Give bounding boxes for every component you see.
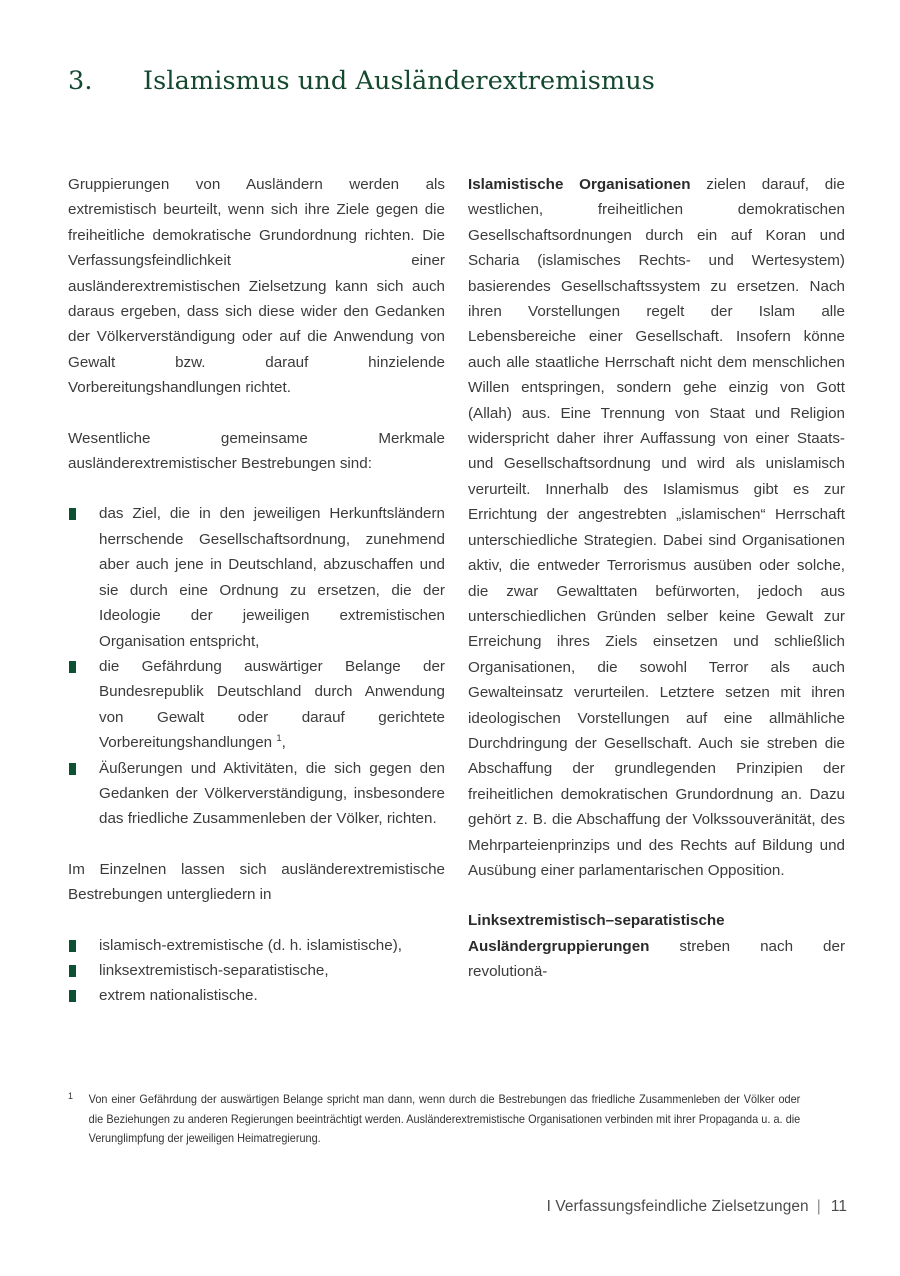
square-bullet-icon xyxy=(69,940,76,952)
list-item-trailing-punctuation: , xyxy=(281,734,286,752)
paragraph-left-extremist-separatist xyxy=(468,908,845,984)
list-item-text: Äußerungen und Aktivitäten, die sich gegen den Gedanken der Völkerverständigung, insbesondere das friedliche Zusammenleben der Völker, richten. xyxy=(99,759,445,828)
page-footer xyxy=(547,1196,847,1218)
square-bullet-icon xyxy=(69,763,76,775)
list-item xyxy=(68,983,445,1008)
page-title xyxy=(68,66,848,96)
footnote-block xyxy=(68,1090,800,1149)
footer-section-label: I Verfassungsfeindliche Zielsetzungen xyxy=(546,1198,809,1215)
list-item-text: extrem nationalistische. xyxy=(99,987,258,1005)
paragraph-common-features-lead: Wesentliche gemeinsame Merkmale ausländerextremistischer Bestrebungen sind: xyxy=(68,429,445,473)
categories-bullet-list xyxy=(68,933,445,1009)
page-number: 11 xyxy=(830,1198,847,1215)
right-text-column xyxy=(468,172,845,985)
square-bullet-icon xyxy=(69,508,76,520)
list-item xyxy=(68,958,445,983)
footnote-reference-marker[interactable]: 1 xyxy=(276,733,282,745)
paragraph-lead-in-bold: Islamistische Organisationen xyxy=(468,176,691,193)
footer-separator: | xyxy=(816,1198,821,1215)
list-item xyxy=(68,933,445,958)
list-item-text: linksextremistisch-separatistische, xyxy=(99,961,329,979)
square-bullet-icon xyxy=(69,965,76,977)
paragraph-lead-in-bold: Linksextremistisch–separatistische Ausländergruppierungen xyxy=(468,912,725,955)
list-item-text: das Ziel, die in den jeweiligen Herkunftsländern herrschende Gesellschaftsordnung, zunehmend aber auch jene in Deutschland, abzuschaffen und sie durch eine Ordnung zu ersetzen, die der Ideologie der jeweiligen extremistischen Organisation entspricht, xyxy=(99,505,445,650)
square-bullet-icon xyxy=(69,661,76,673)
footnote-number: 1 xyxy=(68,1091,73,1102)
square-bullet-icon xyxy=(69,990,76,1002)
list-item-text: die Gefährdung auswärtiger Belange der Bundesrepublik Deutschland durch Anwendung von Gewalt oder darauf gerichtete Vorbereitungshandlungen xyxy=(99,657,445,752)
paragraph-intro: Gruppierungen von Ausländern werden als extremistisch beurteilt, wenn sich ihre Ziele gegen die freiheitliche demokratische Grundordnung richten. Die Verfassungsfeindlichkeit einer ausländerextremistischen Zielsetzung kann sich auch daraus ergeben, dass sich diese wider den Gedanken der Völkerverständigung oder auf die Anwendung von Gewalt bzw. darauf hinzielende Vorbereitungshandlungen richtet. xyxy=(68,176,445,397)
footnote-text: Von einer Gefährdung der auswärtigen Belange spricht man dann, wenn durch die Bestrebungen das friedliche Zusammenleben der Völker oder die Beziehungen zu anderen Regierungen beeinträchtigt werden. Ausländerextremistische Organisationen verbinden mit ihrer Propaganda u. a. die Verunglimpfung der jeweiligen Heimatregierung. xyxy=(88,1093,801,1145)
paragraph-subdivision-lead: Im Einzelnen lassen sich ausländerextremistische Bestrebungen untergliedern in xyxy=(68,860,445,904)
paragraph-body-text: streben nach der revolutionä- xyxy=(468,937,845,981)
list-item xyxy=(68,501,445,653)
paragraph-islamistic-organisations xyxy=(468,172,845,883)
paragraph-body-text: zielen darauf, die westlichen, freiheitlichen demokratischen Gesellschaftsordnungen durch ein auf Koran und Scharia (islamisches Rechts- und Wertesystem) basierendes Gesellschaftssystem zu ersetzen. Nach ihren Vorstellungen regelt der Islam alle Lebensbereiche einer Gesellschaft. Insofern könne auch alle staatliche Herrschaft nicht dem menschlichen Willen entspringen, sondern gehe einzig von Gott (Allah) aus. Eine Trennung von Staat und Religion widerspricht daher ihrer Auffassung von einer Staats- und Gesellschaftsordnung und wird als unislamisch verurteilt. Innerhalb des Islamismus gibt es zur Errichtung der angestrebten „islamischen“ Herrschaft unterschiedliche Strategien. Dabei sind Organisationen aktiv, die entweder Terrorismus ausüben oder solche, die zwar Gewalttaten befürworten, jedoch aus unterschiedlichen Gründen selber keine Gewalt zur Erreichung ihres Ziels einsetzen und schließlich Organisationen, die sowohl Terror als auch Gewalteinsatz verurteilen. Letztere setzen mit ihren ideologischen Vorstellungen auf eine allmähliche Durchdringung der Gesellschaft. Auch sie streben die Abschaffung der grundlegenden Prinzipien der freiheitlichen demokratischen Grundordnung an. Dazu gehört z. B. die Abschaffung der Volkssouveränität, des Mehrparteienprinzips und des Rechts auf Bildung und Ausübung einer parlamentarischen Opposition. xyxy=(468,176,845,879)
chapter-number: 3. xyxy=(68,66,93,96)
list-item xyxy=(68,756,445,832)
left-text-column xyxy=(68,172,445,1034)
chapter-title-text: Islamismus und Ausländerextremismus xyxy=(143,66,655,96)
list-item xyxy=(68,654,445,756)
features-bullet-list xyxy=(68,501,445,831)
list-item-text: islamisch-extremistische (d. h. islamistische), xyxy=(99,936,402,954)
